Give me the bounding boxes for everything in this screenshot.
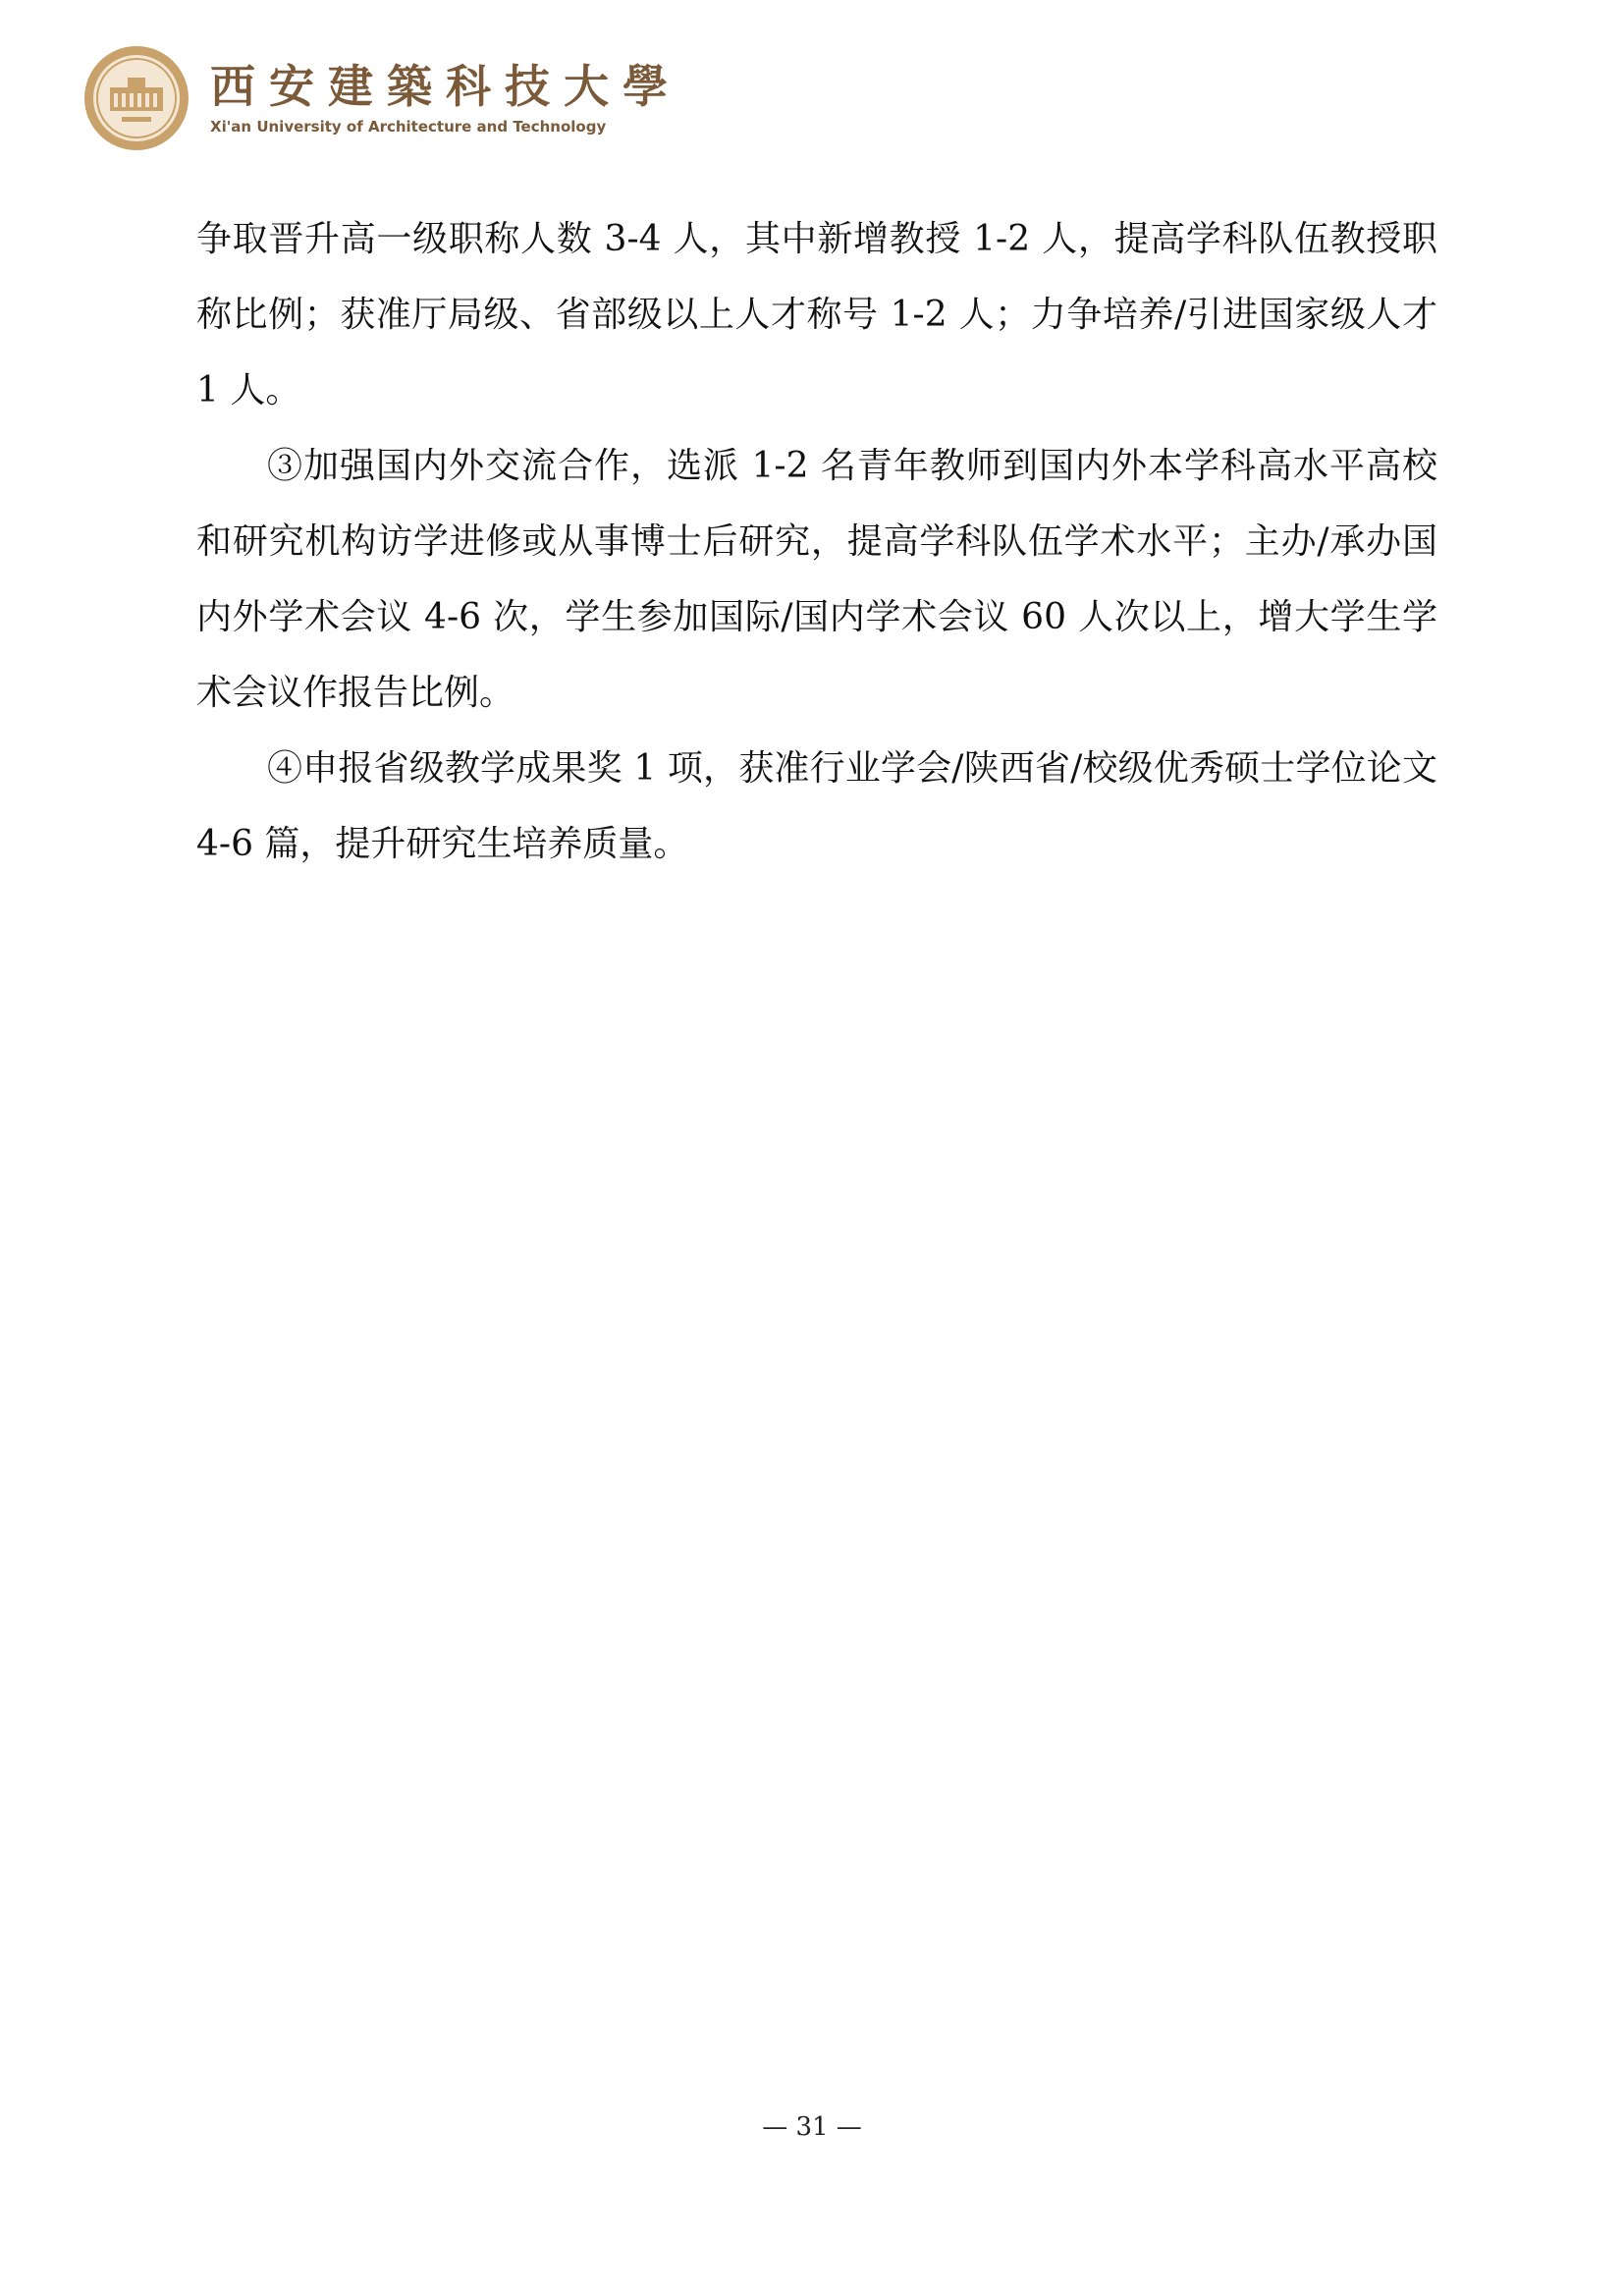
university-brand — [210, 59, 681, 137]
paragraph-teaching-awards: ④申报省级教学成果奖 1 项，获准行业学会/陕西省/校级优秀硕士学位论文 4-6 篇，提升研究生培养质量。 — [196, 748, 1437, 864]
paragraph-talent-targets: 争取晋升高一级职称人数 3-4 人，其中新增教授 1-2 人，提高学科队伍教授职称比例；获准厅局级、省部级以上人才称号 1-2 人；力争培养/引进国家级人才 1 人。 — [196, 219, 1437, 410]
page-number: — 31 — — [762, 2112, 862, 2142]
document-body — [196, 201, 1437, 882]
paragraph-exchange-cooperation: ③加强国内外交流合作，选派 1-2 名青年教师到国内外本学科高水平高校和研究机构访学进修或从事博士后研究，提高学科队伍学术水平；主办/承办国内外学术会议 4-6 次，学生参加国际/国内学术会议 60 人次以上，增大学生学术会议作报告比例。 — [196, 446, 1437, 713]
university-name-en: Xi'an University of Architecture and Technology — [210, 118, 607, 136]
university-name-cn: 西安建築科技大學 — [210, 60, 681, 113]
university-seal-logo — [82, 44, 190, 152]
page-header — [82, 39, 681, 157]
